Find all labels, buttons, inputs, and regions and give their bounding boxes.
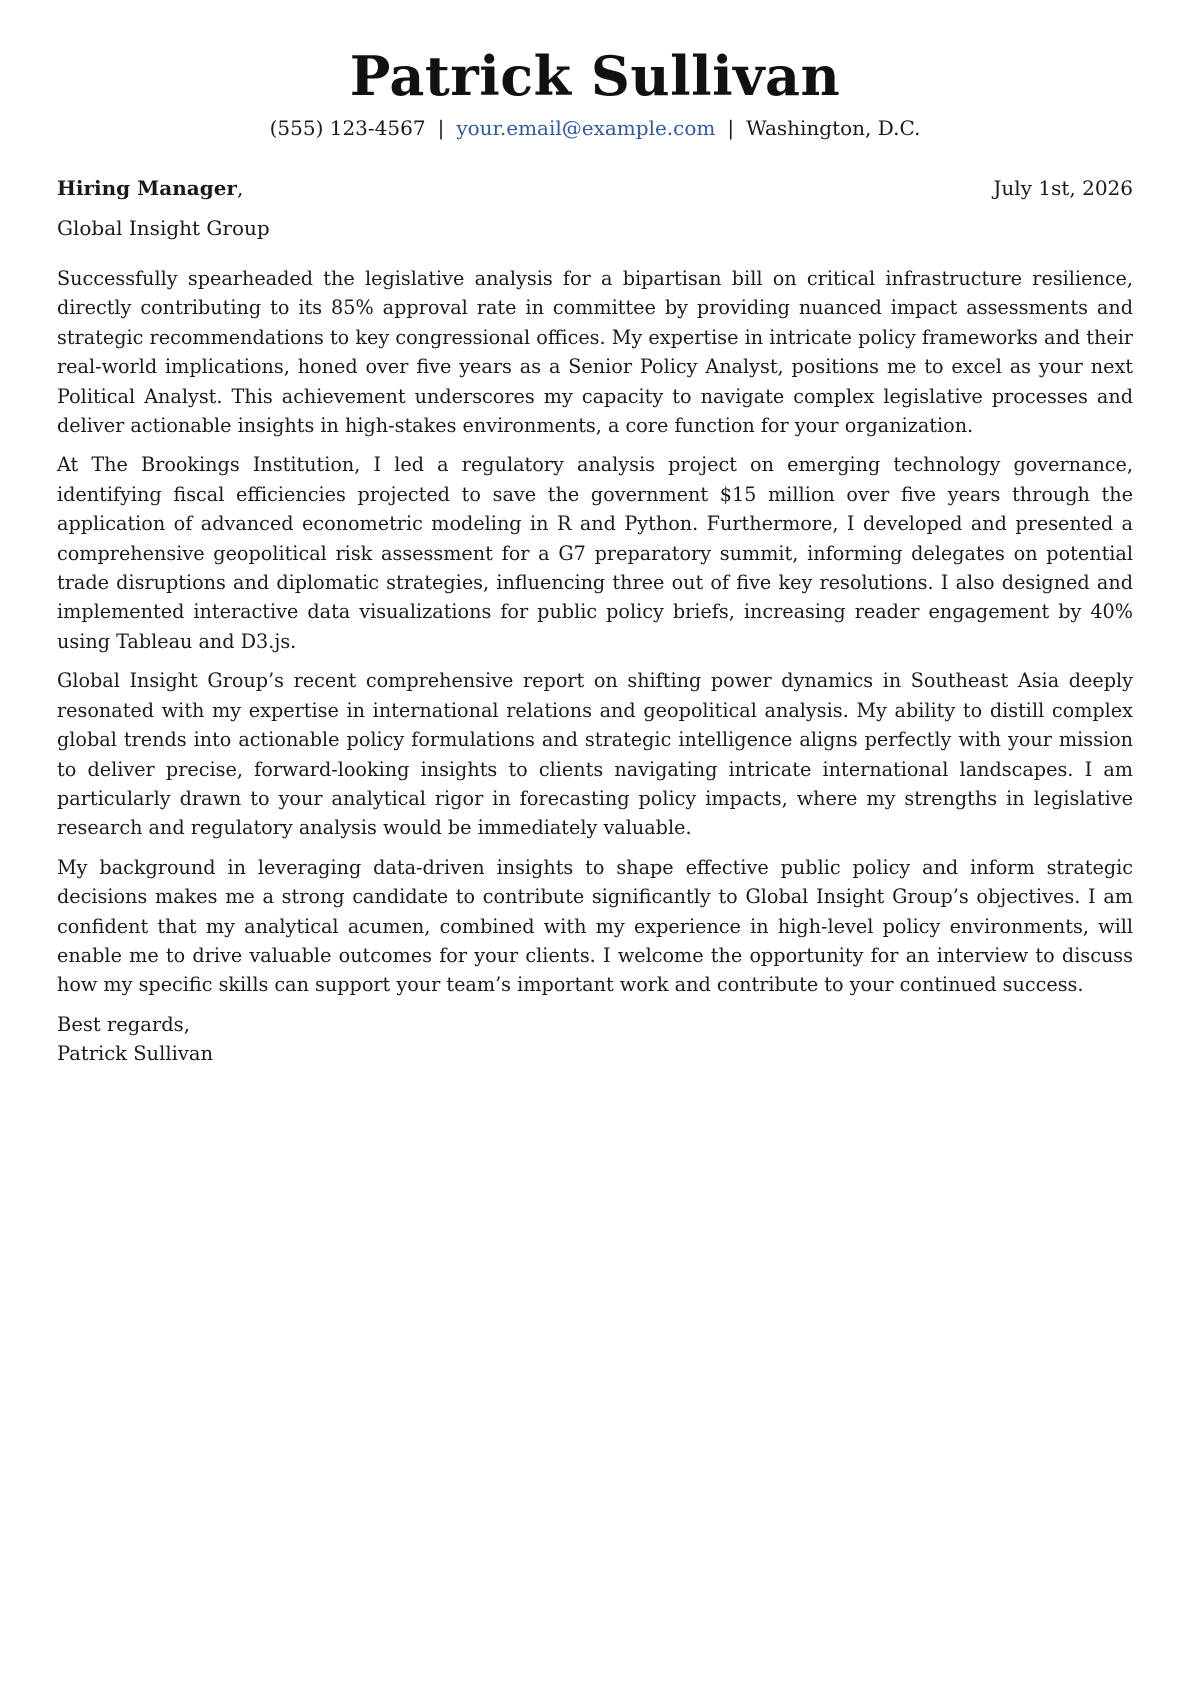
letter-body — [57, 264, 1133, 1000]
contact-line — [57, 114, 1133, 142]
location: Washington, D.C. — [746, 116, 921, 140]
email-link[interactable]: your.email@example.com — [456, 116, 716, 140]
closing-signature: Patrick Sullivan — [57, 1041, 214, 1065]
body-paragraph: Successfully spearheaded the legislative analysis for a bipartisan bill on critical infrastructure resilience, directly contributing to its 85% approval rate in committee by providing nuanced impact assessments and strategic recommendations to key congressional offices. My expertise in intricate policy frameworks and their real-world implications, honed over five years as a Senior Policy Analyst, positions me to excel as your next Political Analyst. This achievement underscores my capacity to navigate complex legislative processes and deliver actionable insights in high-stakes environments, a core function for your organization. — [57, 267, 1133, 438]
letter-closing — [57, 1010, 1133, 1068]
phone-number: (555) 123-4567 — [269, 116, 426, 140]
cover-letter-page — [57, 0, 1133, 1068]
body-paragraph: At The Brookings Institution, I led a regulatory analysis project on emerging technology governance, identifying fiscal efficiencies projected to save the government $15 million over five years through the application of advanced econometric modeling in R and Python. Furthermore, I developed and presented a comprehensive geopolitical risk assessment for a G7 preparatory summit, informing delegates on potential trade disruptions and diplomatic strategies, influencing three out of five key resolutions. I also designed and implemented interactive data visualizations for public policy briefs, increasing reader engagement by 40% using Tableau and D3.js. — [57, 453, 1133, 653]
recipient-name: Hiring Manager — [57, 176, 237, 200]
applicant-name: Patrick Sullivan — [349, 44, 841, 108]
body-paragraph: My background in leveraging data-driven insights to shape effective public policy and inform strategic decisions makes me a strong candidate to contribute significantly to Global Insight Group’s objectives. I am confident that my analytical acumen, combined with my experience in high-level policy environments, will enable me to drive valuable outcomes for your clients. I welcome the opportunity for an interview to discuss how my specific skills can support your team’s important work and contribute to your continued success. — [57, 855, 1133, 997]
closing-salutation: Best regards, — [57, 1012, 190, 1036]
body-paragraph: Global Insight Group’s recent comprehensive report on shifting power dynamics in Southeast Asia deeply resonated with my expertise in international relations and geopolitical analysis. My ability to distill complex global trends into actionable policy formulations and strategic intelligence aligns perfectly with your mission to deliver precise, forward-looking insights to clients navigating intricate international landscapes. I am particularly drawn to your analytical rigor in forecasting policy impacts, where my strengths in legislative research and regulatory analysis would be immediately valuable. — [57, 669, 1133, 840]
recipient-date-row — [57, 174, 1133, 202]
contact-separator: | — [727, 116, 735, 140]
recipient-line — [57, 174, 243, 202]
recipient-company: Global Insight Group — [57, 216, 270, 240]
contact-separator: | — [437, 116, 445, 140]
letter-date: July 1st, 2026 — [993, 176, 1133, 200]
recipient-name-suffix: , — [236, 176, 244, 200]
